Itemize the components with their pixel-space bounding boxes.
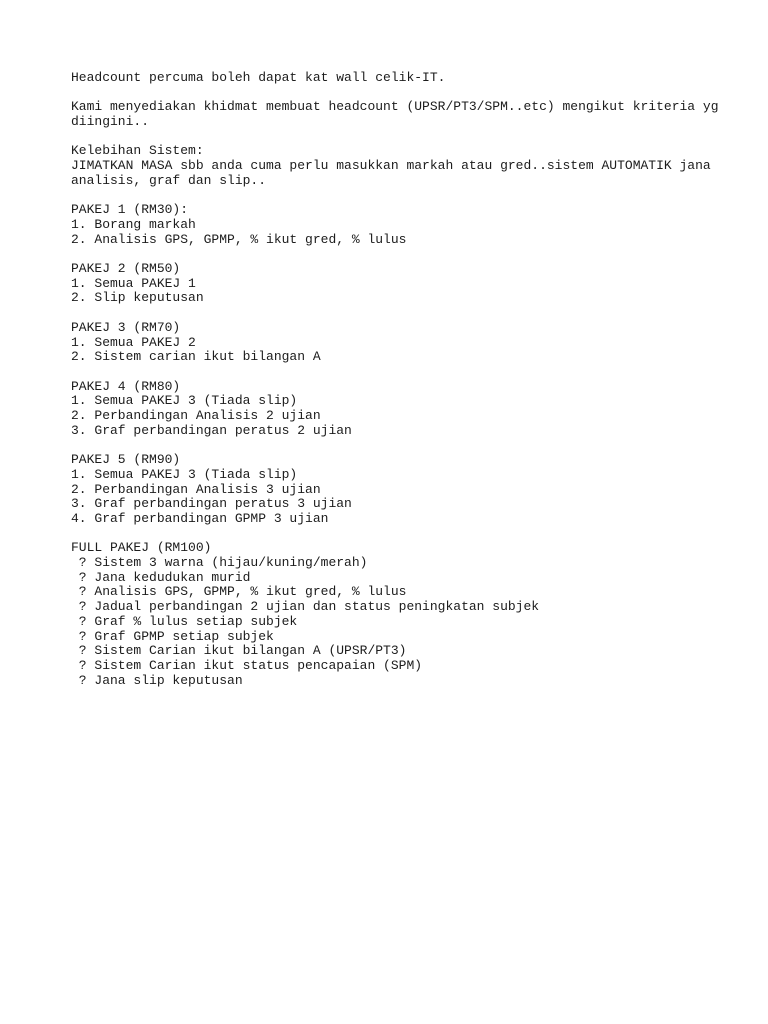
- package-1-item: 1. Borang markah: [71, 216, 196, 232]
- package-3-item: 1. Semua PAKEJ 2: [71, 334, 196, 350]
- spacer: [71, 189, 731, 204]
- package-4-item: 2. Perbandingan Analisis 2 ujian: [71, 408, 321, 424]
- package-4-item: 3. Graf perbandingan peratus 2 ujian: [71, 422, 352, 438]
- package-5-item: 1. Semua PAKEJ 3 (Tiada slip): [71, 466, 298, 482]
- spacer: [71, 438, 731, 453]
- full-package-item: ? Jana slip keputusan: [71, 672, 243, 688]
- full-package-item: ? Jadual perbandingan 2 ujian dan status peningkatan subjek: [71, 599, 540, 615]
- package-1-item: 2. Analisis GPS, GPMP, % ikut gred, % lulus: [71, 231, 407, 247]
- spacer: [71, 365, 731, 380]
- package-2-title: PAKEJ 2 (RM50): [71, 261, 181, 277]
- full-package-item: ? Sistem Carian ikut bilangan A (UPSR/PT3): [71, 643, 407, 659]
- full-package-title: FULL PAKEJ (RM100): [71, 540, 212, 556]
- package-4-title: PAKEJ 4 (RM80): [71, 378, 181, 394]
- package-5-item: 4. Graf perbandingan GPMP 3 ujian: [71, 510, 329, 526]
- package-5-title: PAKEJ 5 (RM90): [71, 452, 181, 468]
- package-5-item: 2. Perbandingan Analisis 3 ujian: [71, 481, 321, 497]
- package-2-item: 2. Slip keputusan: [71, 290, 204, 306]
- document-page: [71, 71, 731, 688]
- intro-text: Headcount percuma boleh dapat kat wall celik-IT.: [71, 70, 446, 85]
- advantages-heading: Kelebihan Sistem:: [71, 143, 204, 159]
- full-package-item: ? Jana kedudukan murid: [71, 569, 251, 585]
- service-text-line-1: Kami menyediakan khidmat membuat headcount (UPSR/PT3/SPM..etc) mengikut kriteria yg: [71, 99, 719, 115]
- advantages-text-line-2: analisis, graf dan slip..: [71, 172, 267, 188]
- full-package-item: ? Analisis GPS, GPMP, % ikut gred, % lulus: [71, 584, 407, 600]
- package-3-item: 2. Sistem carian ikut bilangan A: [71, 349, 321, 365]
- full-package-item: ? Sistem Carian ikut status pencapaian (SPM): [71, 658, 423, 673]
- full-package-item: ? Sistem 3 warna (hijau/kuning/merah): [71, 555, 368, 571]
- spacer: [71, 130, 731, 145]
- spacer: [71, 86, 731, 101]
- package-4-item: 1. Semua PAKEJ 3 (Tiada slip): [71, 393, 298, 409]
- package-3-title: PAKEJ 3 (RM70): [71, 319, 181, 335]
- package-1-title: PAKEJ 1 (RM30):: [71, 202, 189, 218]
- package-5-item: 3. Graf perbandingan peratus 3 ujian: [71, 496, 352, 512]
- spacer: [71, 247, 731, 262]
- full-package-item: ? Graf % lulus setiap subjek: [71, 613, 298, 629]
- package-2-item: 1. Semua PAKEJ 1: [71, 275, 196, 291]
- spacer: [71, 527, 731, 542]
- advantages-text-line-1: JIMATKAN MASA sbb anda cuma perlu masukkan markah atau gred..sistem AUTOMATIK jana: [71, 158, 711, 174]
- full-package-item: ? Graf GPMP setiap subjek: [71, 628, 274, 644]
- spacer: [71, 306, 731, 321]
- service-text-line-2: diingini..: [71, 114, 150, 130]
